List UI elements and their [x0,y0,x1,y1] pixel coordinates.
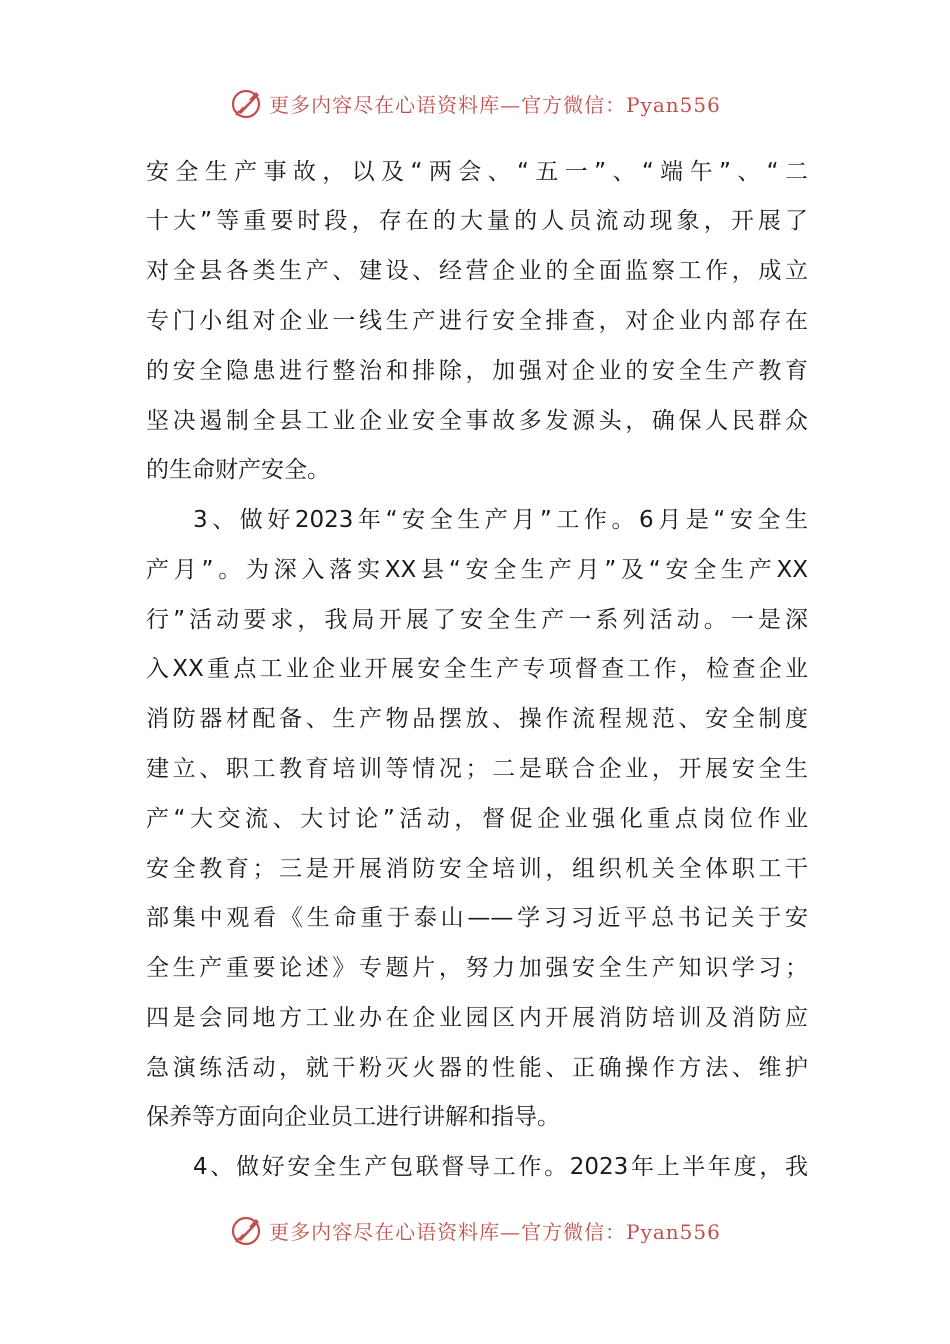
body-line: 的生命财产安全。 [146,457,330,483]
body-line: 部集中观看《生命重于泰山——学习习近平总书记关于安 [146,905,808,931]
header-watermark [0,83,950,123]
body-line: 安全教育；三是开展消防安全培训，组织机关全体职工干 [146,856,808,882]
quill-pen-logo-icon [229,85,265,121]
body-line: 安全生产事故，以及“两会、“五一”、“端午”、“二 [146,159,808,185]
footer-watermark-text: 更多内容尽在心语资料库—官方微信：Pyan556 [269,1219,721,1244]
header-watermark-text: 更多内容尽在心语资料库—官方微信：Pyan556 [269,92,721,117]
quill-pen-logo-icon [229,1212,265,1248]
body-line: 产月”。为深入落实XX县“安全生产月”及“安全生产XX [146,557,808,583]
footer-watermark [0,1210,950,1250]
body-line: 的安全隐患进行整治和排除，加强对企业的安全生产教育 [146,358,808,384]
body-line: 急演练活动，就干粉灭火器的性能、正确操作方法、维护 [146,1055,808,1081]
body-line: 四是会同地方工业办在企业园区内开展消防培训及消防应 [146,1005,808,1031]
body-line: 入XX重点工业企业开展安全生产专项督查工作，检查企业 [146,656,808,682]
body-line: 坚决遏制全县工业企业安全事故多发源头，确保人民群众 [146,408,808,434]
body-line: 十大”等重要时段，存在的大量的人员流动现象，开展了 [146,208,808,234]
body-line: 保养等方面向企业员工进行讲解和指导。 [146,1104,560,1130]
body-line: 产“大交流、大讨论”活动，督促企业强化重点岗位作业 [146,806,808,832]
body-line: 专门小组对企业一线生产进行安全排查，对企业内部存在 [146,308,808,334]
body-line: 4、做好安全生产包联督导工作。2023年上半年度，我 [193,1154,808,1180]
body-line: 行”活动要求，我局开展了安全生产一系列活动。一是深 [146,607,808,633]
body-line: 全生产重要论述》专题片，努力加强安全生产知识学习； [146,955,808,981]
body-line: 消防器材配备、生产物品摆放、操作流程规范、安全制度 [146,706,808,732]
body-line: 对全县各类生产、建设、经营企业的全面监察工作，成立 [146,258,808,284]
body-line: 建立、职工教育培训等情况；二是联合企业，开展安全生 [146,756,808,782]
body-line: 3、做好2023年“安全生产月”工作。6月是“安全生 [193,507,808,533]
